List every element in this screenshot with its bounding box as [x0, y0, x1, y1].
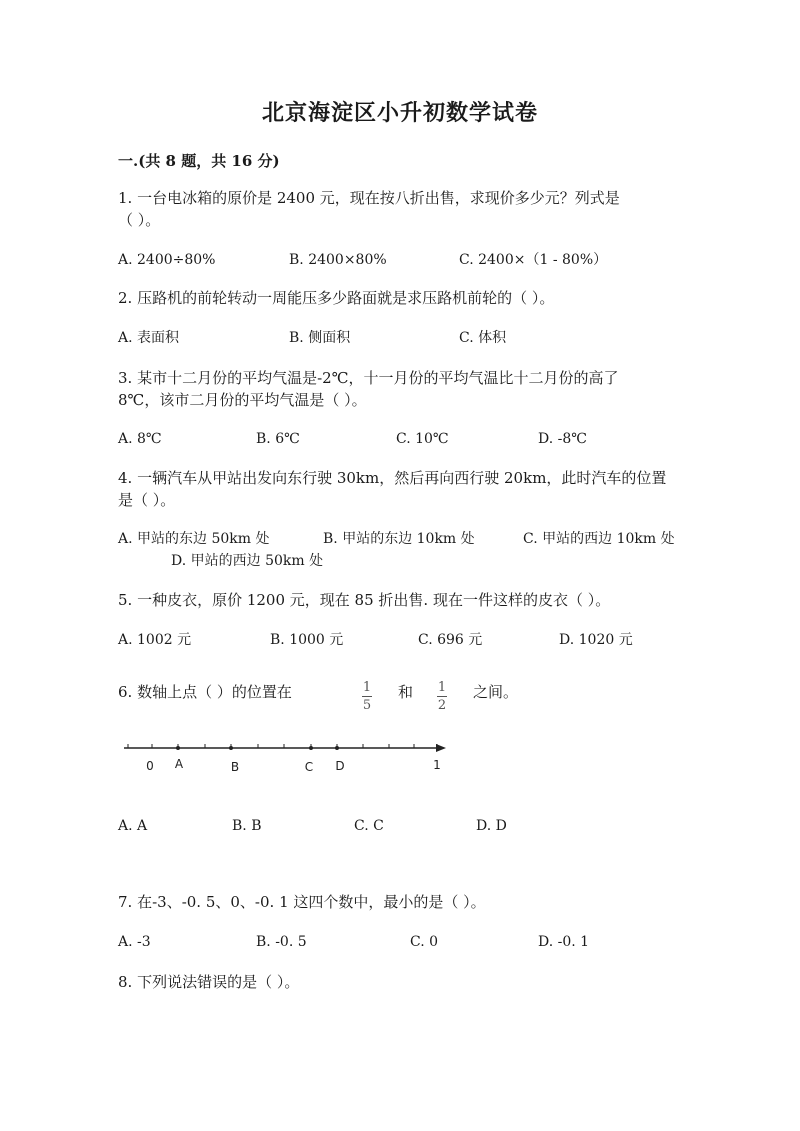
- question-5-option-a: A. 1002 元: [118, 632, 192, 648]
- section-heading: 一.(共 8 题，共 16 分): [118, 152, 280, 170]
- question-4-line-2: 是（ ）。: [118, 491, 176, 509]
- question-6-option-b: B. B: [232, 818, 262, 834]
- question-1-line-1: 1. 一台电冰箱的原价是 2400 元，现在按八折出售，求现价多少元？列式是: [118, 189, 620, 207]
- question-3-option-a: A. 8℃: [118, 431, 162, 447]
- number-line: [124, 740, 454, 780]
- question-4-option-d: D. 甲站的西边 50km 处: [171, 553, 324, 569]
- question-1-option-b: B. 2400×80%: [289, 252, 387, 268]
- question-7-option-d: D. -0. 1: [538, 934, 590, 950]
- fraction-1-numerator: 1: [362, 680, 372, 695]
- page-title: 北京海淀区小升初数学试卷: [261, 100, 538, 126]
- question-2-line-1: 2. 压路机的前轮转动一周能压多少路面就是求压路机前轮的（ ）。: [118, 289, 555, 307]
- fraction-one-fifth: [362, 676, 372, 713]
- point-a-dot: [176, 746, 180, 750]
- question-5-option-c: C. 696 元: [418, 632, 483, 648]
- label-d: D: [335, 759, 345, 773]
- fraction-2-numerator: 1: [437, 680, 447, 695]
- question-3-line-2: 8℃，该市二月份的平均气温是（ ）。: [118, 391, 367, 409]
- label-b: B: [230, 760, 240, 774]
- question-7-option-c: C. 0: [410, 934, 439, 950]
- label-a: A: [174, 757, 184, 771]
- question-4-option-a: A. 甲站的东边 50km 处: [118, 531, 270, 547]
- question-7-option-a: A. -3: [118, 934, 151, 950]
- question-5-line-1: 5. 一种皮衣，原价 1200 元，现在 85 折出售. 现在一件这样的皮衣（ ）。: [118, 591, 611, 609]
- label-c: C: [304, 760, 314, 774]
- point-b-dot: [229, 746, 233, 750]
- fraction-1-denominator: 5: [362, 698, 372, 713]
- question-7-option-b: B. -0. 5: [256, 934, 307, 950]
- question-3-line-1: 3. 某市十二月份的平均气温是-2℃，十一月份的平均气温比十二月份的高了: [118, 369, 619, 387]
- question-7-line-1: 7. 在-3、-0. 5、0、-0. 1 这四个数中，最小的是（ ）。: [118, 893, 486, 911]
- question-6-text-a: 6. 数轴上点（ ）的位置在: [118, 683, 292, 701]
- question-1-line-2: （ ）。: [118, 211, 161, 229]
- point-d-dot: [335, 746, 339, 750]
- question-5-option-d: D. 1020 元: [559, 632, 633, 648]
- point-c-dot: [309, 746, 313, 750]
- question-6-option-d: D. D: [476, 818, 507, 834]
- label-zero: 0: [146, 759, 154, 773]
- fraction-one-half: [437, 676, 447, 713]
- question-4-option-b: B. 甲站的东边 10km 处: [323, 531, 475, 547]
- question-2-option-c: C. 体积: [459, 330, 507, 346]
- question-4-option-c: C. 甲站的西边 10km 处: [523, 531, 675, 547]
- question-4-line-1: 4. 一辆汽车从甲站出发向东行驶 30km，然后再向西行驶 20km，此时汽车的位置: [118, 469, 667, 487]
- question-1-option-a: A. 2400÷80%: [118, 252, 216, 268]
- question-3-option-d: D. -8℃: [538, 431, 587, 447]
- question-3-option-b: B. 6℃: [256, 431, 300, 447]
- question-6-option-a: A. A: [118, 818, 148, 834]
- question-3-option-c: C. 10℃: [396, 431, 449, 447]
- question-6-text-b: 之间。: [473, 683, 519, 701]
- question-6-and: 和: [398, 683, 414, 701]
- question-1-option-c: C. 2400×（1 - 80%）: [459, 252, 608, 268]
- label-one: 1: [433, 758, 441, 772]
- question-2-option-b: B. 侧面积: [289, 330, 351, 346]
- question-6-option-c: C. C: [354, 818, 384, 834]
- fraction-2-denominator: 2: [437, 698, 447, 713]
- question-5-option-b: B. 1000 元: [270, 632, 344, 648]
- question-8-line-1: 8. 下列说法错误的是（ ）。: [118, 973, 300, 991]
- question-2-option-a: A. 表面积: [118, 330, 180, 346]
